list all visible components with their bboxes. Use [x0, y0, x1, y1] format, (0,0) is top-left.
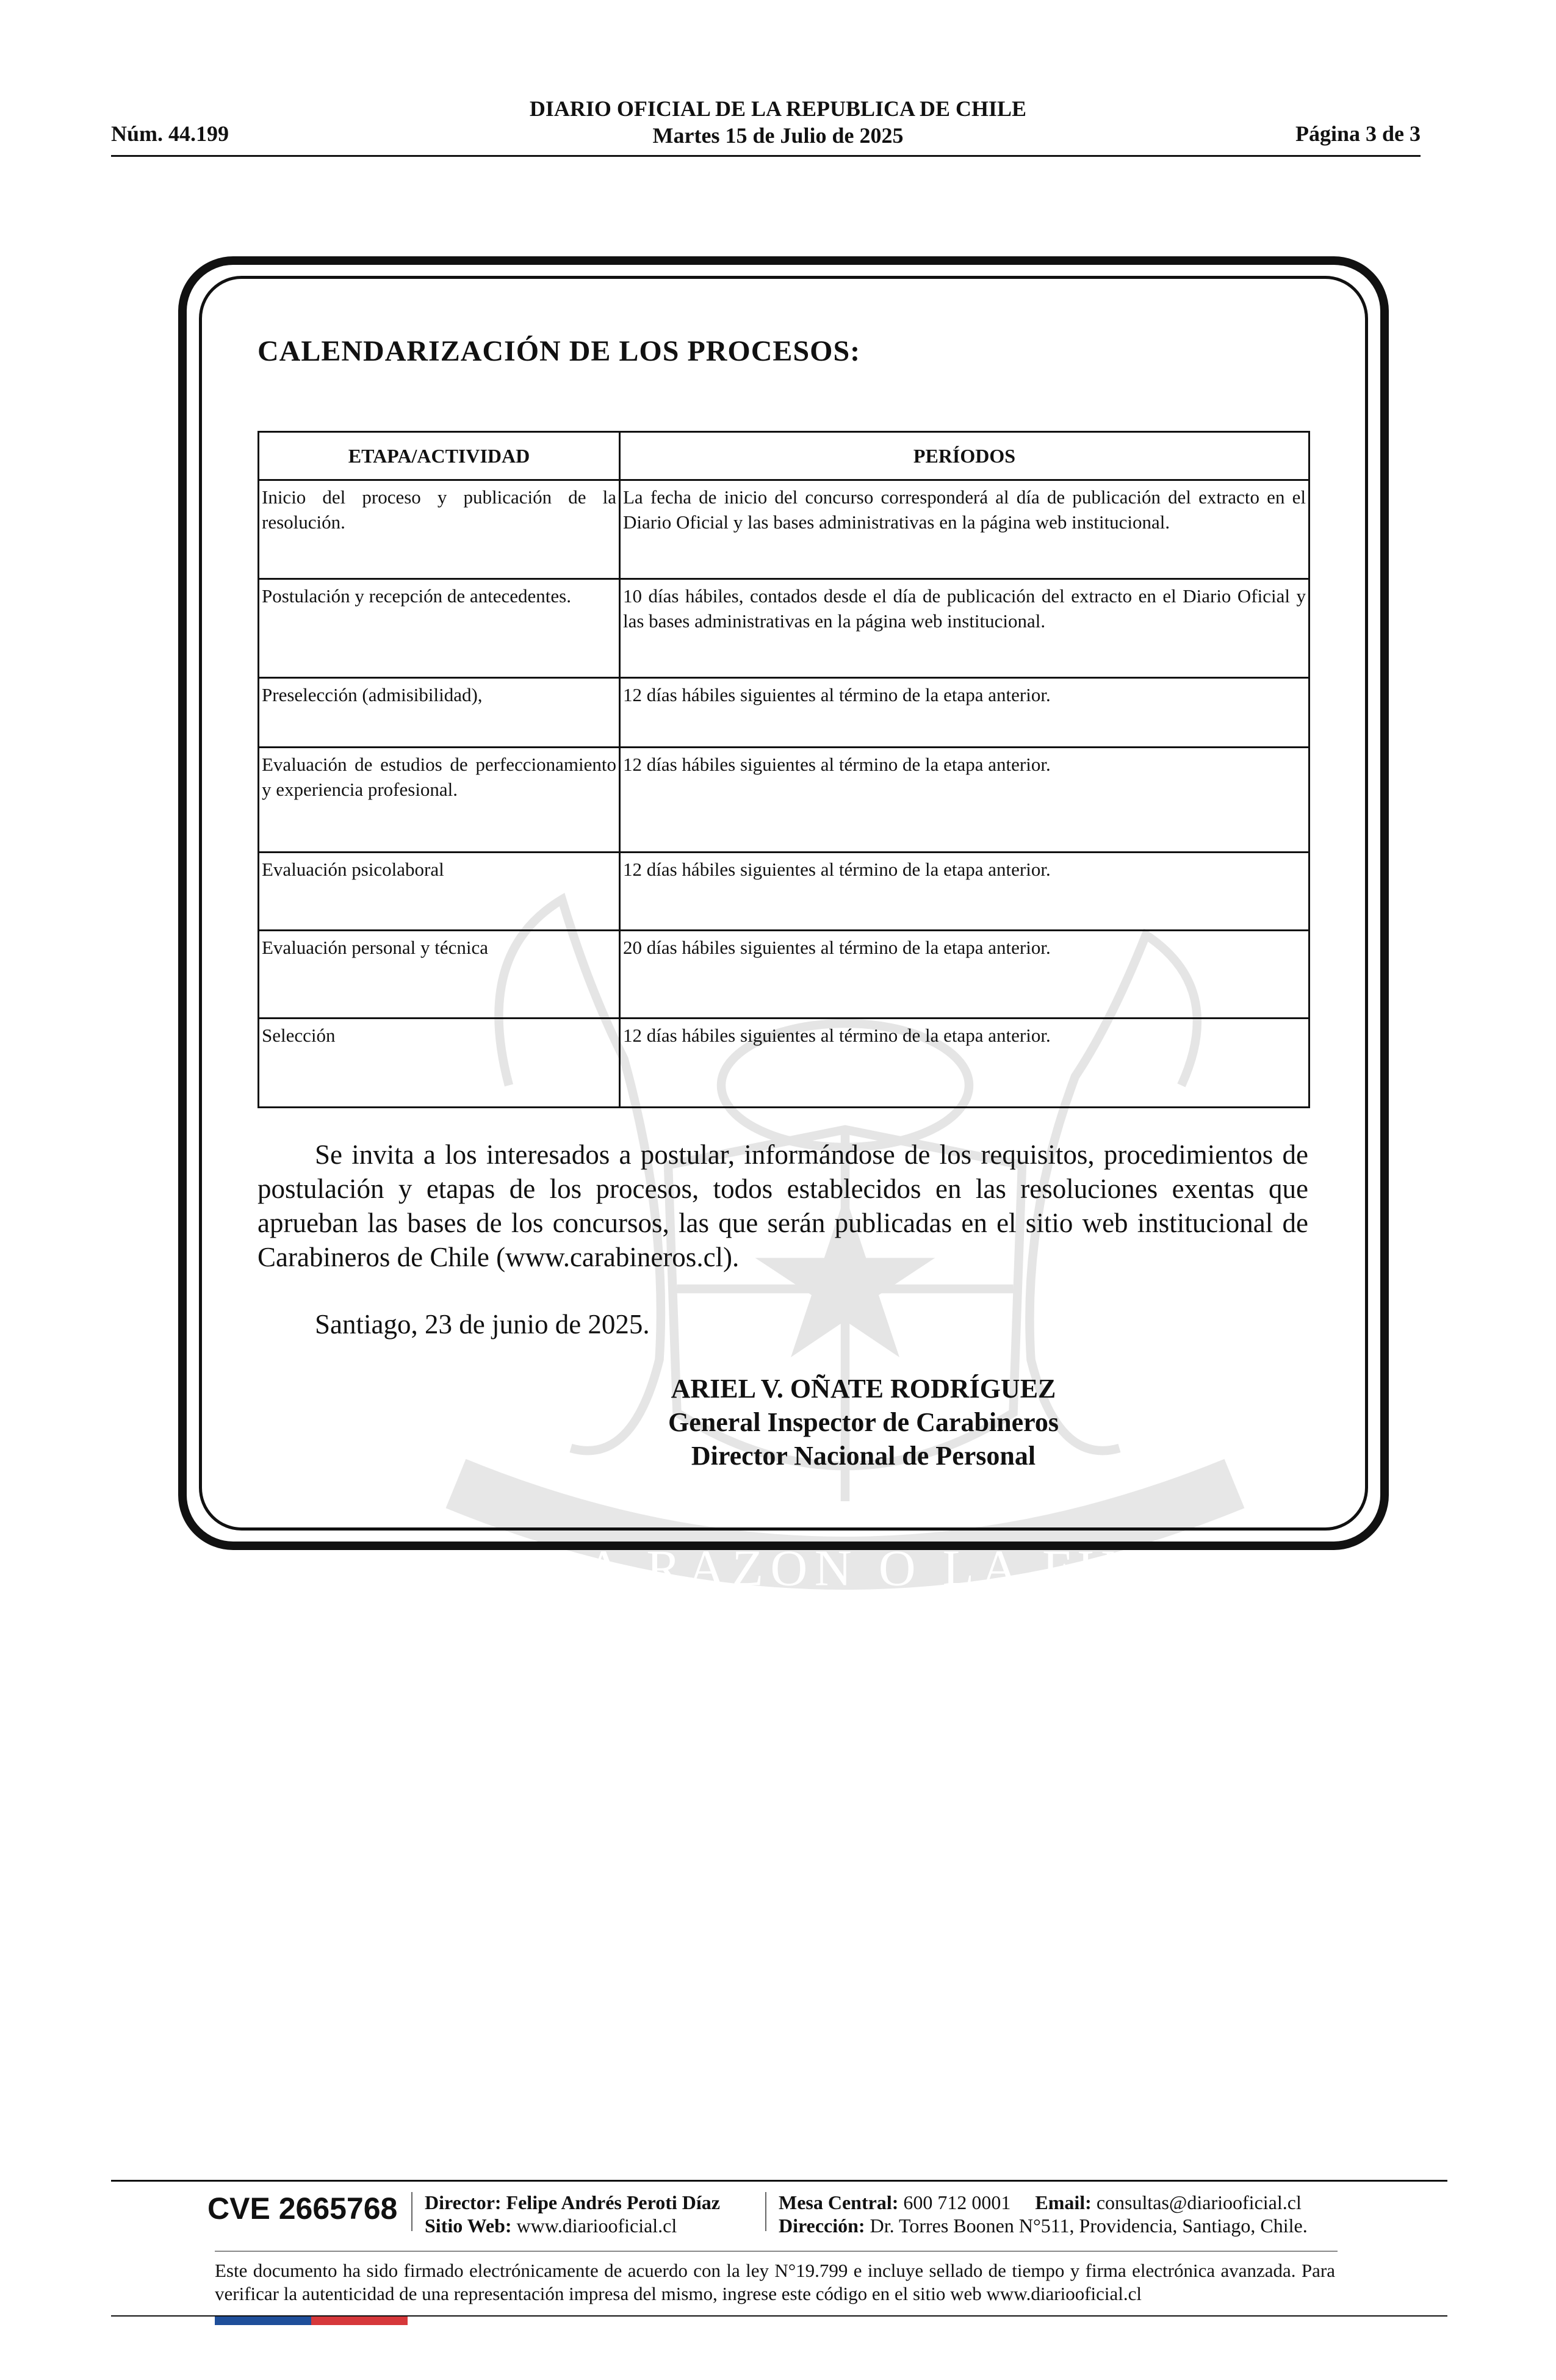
period-cell: 12 días hábiles siguientes al término de la etapa anterior. [620, 853, 1309, 931]
table-row [259, 748, 1309, 853]
activity-cell: Evaluación psicolaboral [259, 853, 620, 931]
activity-cell: Preselección (admisibilidad), [259, 678, 620, 748]
publication-date: Martes 15 de Julio de 2025 [652, 123, 904, 148]
place-date: Santiago, 23 de junio de 2025. [315, 1309, 650, 1340]
activity-cell: Postulación y recepción de antecedentes. [259, 579, 620, 678]
header-divider [111, 155, 1421, 157]
section-title: CALENDARIZACIÓN DE LOS PROCESOS: [258, 335, 861, 367]
column-header-periods: PERÍODOS [620, 432, 1309, 480]
period-cell: 12 días hábiles siguientes al término de la etapa anterior. [620, 748, 1309, 853]
period-cell: 12 días hábiles siguientes al término de la etapa anterior. [620, 678, 1309, 748]
flag-stripe-red [311, 2317, 408, 2325]
activity-cell: Evaluación personal y técnica [259, 931, 620, 1019]
director-name: Felipe Andrés Peroti Díaz [506, 2191, 720, 2213]
footer-contact-block [779, 2191, 1308, 2237]
signature-block [513, 1372, 1214, 1473]
signer-position: Director Nacional de Personal [691, 1441, 1036, 1471]
invitation-paragraph: Se invita a los interesados a postular, informándose de los requisitos, procedimientos de postulación y etapas de los procesos, todos establecidos en las resoluciones exentas que aprueban las bases de los concursos, las que serán publicadas en el sitio web institucional de Carabineros de Chile (www.carabineros.cl). [258, 1139, 1308, 1272]
period-cell: 20 días hábiles siguientes al término de la etapa anterior. [620, 931, 1309, 1019]
period-cell: La fecha de inicio del concurso corresponderá al día de publicación del extracto en el Diario Oficial y las bases administrativas en la página web institucional. [620, 480, 1309, 579]
table-row [259, 678, 1309, 748]
table-header-row [259, 432, 1309, 480]
table-row [259, 480, 1309, 579]
activity-cell: Selección [259, 1019, 620, 1108]
website-link[interactable]: www.diariooficial.cl [516, 2215, 677, 2237]
director-label: Director: [425, 2191, 502, 2213]
mesa-label: Mesa Central: [779, 2191, 899, 2213]
website-label: Sitio Web: [425, 2215, 512, 2237]
address-value: Dr. Torres Boonen N°511, Providencia, Santiago, Chile. [870, 2215, 1308, 2237]
page-number: Página 3 de 3 [1295, 121, 1421, 146]
mesa-phone: 600 712 0001 [903, 2191, 1011, 2213]
signer-title: General Inspector de Carabineros [668, 1407, 1059, 1437]
signer-name: ARIEL V. OÑATE RODRÍGUEZ [671, 1374, 1056, 1404]
activity-cell: Evaluación de estudios de perfeccionamiento y experiencia profesional. [259, 748, 620, 853]
table-row [259, 931, 1309, 1019]
address-label: Dirección: [779, 2215, 865, 2237]
watermark-motto: POR LA RAZON O LA FUERZA [406, 1540, 1284, 1597]
email-link[interactable]: consultas@diariooficial.cl [1096, 2191, 1302, 2213]
flag-stripe-blue [215, 2317, 311, 2325]
activity-cell: Inicio del proceso y publicación de la resolución. [259, 480, 620, 579]
footer-separator [411, 2192, 412, 2231]
footer-legal-note: Este documento ha sido firmado electrónicamente de acuerdo con la ley N°19.799 e incluye sellado de tiempo y firma electrónica avanzada. Para verificar la autenticidad de una representación impresa del mismo, ingrese este código en el sitio web www.diariooficial.cl [215, 2260, 1335, 2304]
period-cell: 12 días hábiles siguientes al término de la etapa anterior. [620, 1019, 1309, 1108]
publication-title: DIARIO OFICIAL DE LA REPUBLICA DE CHILE [529, 96, 1027, 121]
schedule-table [258, 431, 1310, 1108]
footer-divider-top [111, 2180, 1447, 2182]
table-row [259, 579, 1309, 678]
table-row [259, 853, 1309, 931]
period-cell: 10 días hábiles, contados desde el día de publicación del extracto en el Diario Oficial y las bases administrativas en la página web institucional. [620, 579, 1309, 678]
cve-code: CVE 2665768 [207, 2191, 398, 2226]
footer-director-block [425, 2191, 720, 2237]
table-row [259, 1019, 1309, 1108]
footer-divider-inner [215, 2251, 1338, 2252]
column-header-activity: ETAPA/ACTIVIDAD [259, 432, 620, 480]
footer-separator [765, 2192, 766, 2231]
email-label: Email: [1035, 2191, 1092, 2213]
issue-number: Núm. 44.199 [111, 121, 229, 146]
